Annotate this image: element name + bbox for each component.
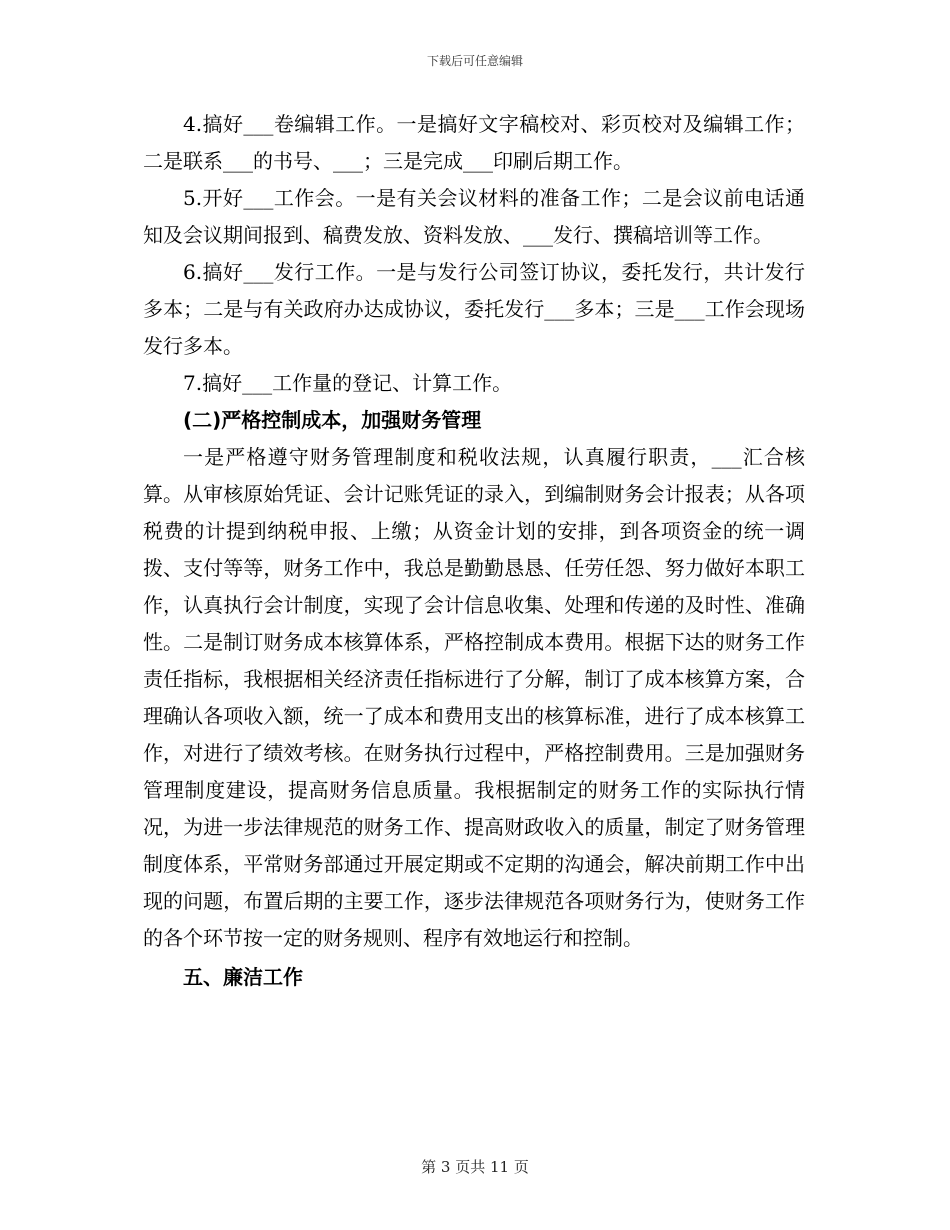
page-header-note: 下载后可任意编辑	[426, 54, 523, 68]
section-heading-cost-control: (二)严格控制成本，加强财务管理	[183, 408, 482, 432]
section-heading-integrity: 五、廉洁工作	[183, 965, 303, 989]
paragraph-item-7: 7.搞好___工作量的登记、计算工作。	[183, 371, 513, 395]
paragraph-item-6: 6.搞好___发行工作。一是与发行公司签订协议，委托发行，共计发行多本；二是与有关政府办达成协议，委托发行___多本；三是___工作会现场发行多本。	[143, 260, 805, 358]
document-body	[143, 106, 805, 996]
paragraph-item-5: 5.开好___工作会。一是有关会议材料的准备工作；二是会议前电话通知及会议期间报到、稿费发放、资料发放、___发行、撰稿培训等工作。	[143, 186, 805, 247]
paragraph-finance-management: 一是严格遵守财务管理制度和税收法规，认真履行职责，___汇合核算。从审核原始凭证、会计记账凭证的录入，到编制财务会计报表；从各项税费的计提到纳税申报、上缴；从资金计划的安排，到各项资金的统一调拨、支付等等，财务工作中，我总是勤勤恳恳、任劳任怨、努力做好本职工作，认真执行会计制度，实现了会计信息收集、处理和传递的及时性、准确性。二是制订财务成本核算体系，严格控制成本费用。根据下达的财务工作责任指标，我根据相关经济责任指标进行了分解，制订了成本核算方案，合理确认各项收入额，统一了成本和费用支出的核算标准，进行了成本核算工作，对进行了绩效考核。在财务执行过程中，严格控制费用。三是加强财务管理制度建设，提高财务信息质量。我根据制定的财务工作的实际执行情况，为进一步法律规范的财务工作、提高财政收入的质量，制定了财务管理制度体系，平常财务部通过开展定期或不定期的沟通会，解决前期工作中出现的问题，布置后期的主要工作，逐步法律规范各项财务行为，使财务工作的各个环节按一定的财务规则、程序有效地运行和控制。	[143, 445, 805, 950]
page-number-footer: 第 3 页共 11 页	[421, 1158, 529, 1176]
paragraph-item-4: 4.搞好___卷编辑工作。一是搞好文字稿校对、彩页校对及编辑工作；二是联系___的书号、___；三是完成___印刷后期工作。	[143, 112, 805, 173]
